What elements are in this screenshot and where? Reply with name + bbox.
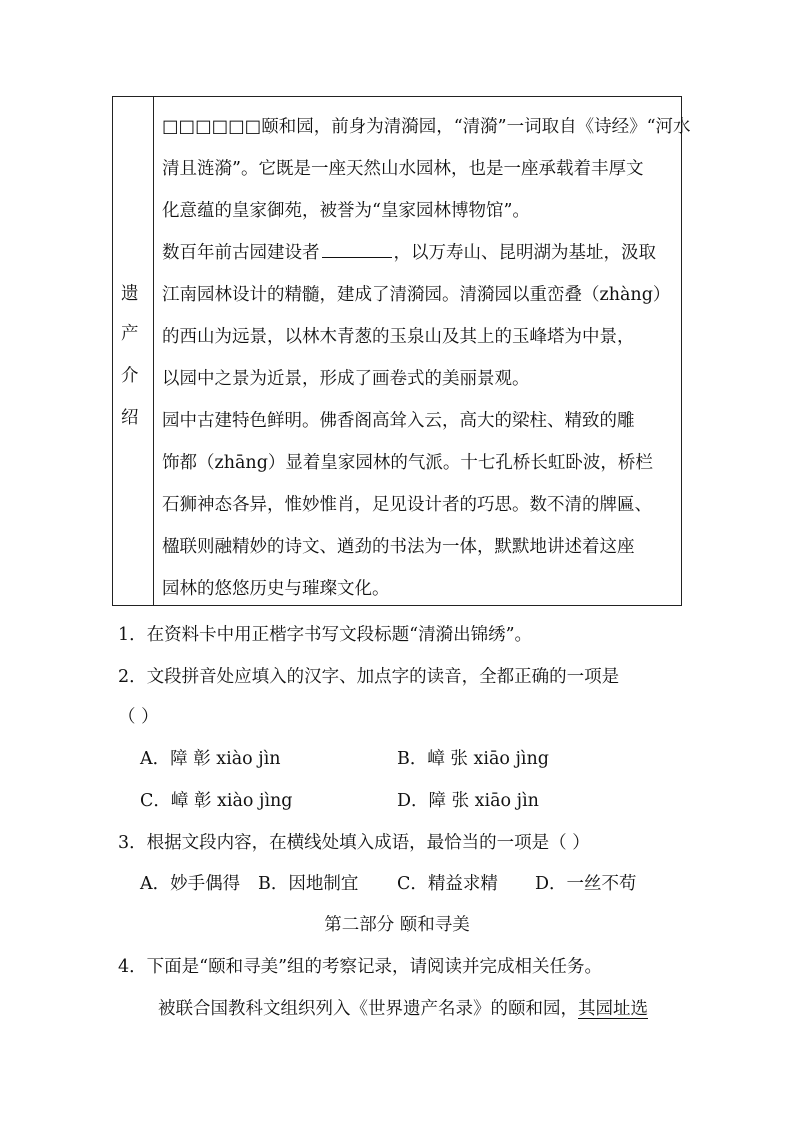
q3-option-d[interactable]: D．一丝不苟 bbox=[535, 874, 637, 894]
section-title: 第二部分 颐和寻美 bbox=[324, 915, 470, 935]
card-line: 化意蕴的皇家御苑，被誉为“皇家园林博物馆”。 bbox=[162, 201, 530, 221]
question-4-paragraph bbox=[158, 995, 648, 1020]
side-char: 绍 bbox=[121, 408, 139, 428]
card-line: 清且涟漪”。它既是一座天然山水园林，也是一座承载着丰厚文 bbox=[162, 159, 644, 179]
question-2: 2．文段拼音处应填入的汉字、加点字的读音，全都正确的一项是 bbox=[118, 667, 620, 687]
side-char: 产 bbox=[121, 324, 139, 344]
side-char: 介 bbox=[121, 366, 139, 386]
question-1: 1．在资料卡中用正楷字书写文段标题“清漪出锦绣”。 bbox=[118, 625, 533, 645]
card-line: 江南园林设计的精髓，建成了清漪园。清漪园以重峦叠（zhàng） bbox=[162, 285, 671, 305]
card-line: 饰都（zhāng）显着皇家园林的气派。十七孔桥长虹卧波，桥栏 bbox=[162, 453, 653, 473]
card-line: 的西山为远景，以林木青葱的玉泉山及其上的玉峰塔为中景， bbox=[162, 327, 635, 347]
card-line: 以园中之景为近景，形成了画卷式的美丽景观。 bbox=[162, 369, 530, 389]
card-line: 石狮神态各异，惟妙惟肖，足见设计者的巧思。数不清的牌匾、 bbox=[162, 495, 652, 515]
fill-in-blank[interactable] bbox=[322, 243, 392, 258]
q2-option-b[interactable]: B．嶂 张 xiāo jìng bbox=[397, 749, 549, 769]
card-line: □□□□□□颐和园，前身为清漪园，“清漪”一词取自《诗经》“河水 bbox=[162, 117, 691, 137]
q2-option-c[interactable]: C．嶂 彰 xiào jìng bbox=[140, 791, 293, 811]
blank-line-before: 数百年前古园建设者 bbox=[162, 243, 320, 263]
q2-option-d[interactable]: D．障 张 xiāo jìn bbox=[397, 791, 539, 811]
blank-line-after: ，以万寿山、昆明湖为基址，汲取 bbox=[393, 243, 656, 263]
q3-option-c[interactable]: C．精益求精 bbox=[397, 874, 498, 894]
question-2-paren: （ ） bbox=[118, 707, 159, 727]
q4-text: 被联合国教科文组织列入《世界遗产名录》的颐和园， bbox=[158, 999, 578, 1019]
question-4: 4．下面是“颐和寻美”组的考察记录，请阅读并完成相关任务。 bbox=[118, 957, 603, 977]
card-line: 园中古建特色鲜明。佛香阁高耸入云，高大的梁柱、精致的雕 bbox=[162, 411, 635, 431]
question-3: 3．根据文段内容，在横线处填入成语，最恰当的一项是（ ） bbox=[118, 833, 590, 853]
card-divider bbox=[153, 97, 154, 605]
side-char: 遗 bbox=[121, 284, 139, 304]
q4-underlined-text: 其园址选 bbox=[578, 999, 648, 1019]
card-line-with-blank bbox=[162, 239, 656, 264]
q3-option-a[interactable]: A．妙手偶得 bbox=[140, 874, 241, 894]
card-line: 楹联则融精妙的诗文、遒劲的书法为一体，默默地讲述着这座 bbox=[162, 537, 635, 557]
q2-option-a[interactable]: A．障 彰 xiào jìn bbox=[140, 749, 281, 769]
card-line: 园林的悠悠历史与璀璨文化。 bbox=[162, 579, 390, 599]
q3-option-b[interactable]: B．因地制宜 bbox=[258, 874, 359, 894]
